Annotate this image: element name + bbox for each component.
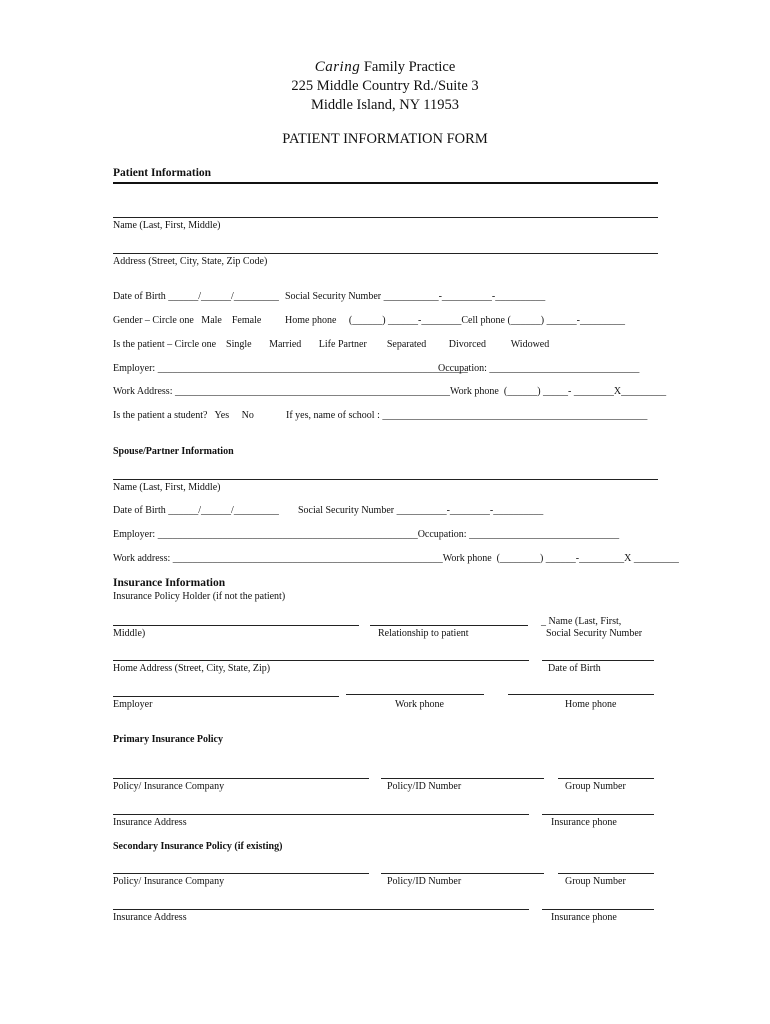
patient-name-field[interactable] [113, 217, 658, 218]
patient-occupation-field[interactable]: Occupation: ______________________________ [438, 363, 640, 374]
holder-dob-field[interactable] [542, 660, 654, 661]
spouse-work-fields[interactable]: Work address: ______________________________________________________Work phone (________) ______-_________X _________ [113, 553, 679, 564]
form-title: PATIENT INFORMATION FORM [282, 131, 488, 147]
holder-work-phone-label: Work phone [395, 699, 444, 710]
spouse-employer-occupation-fields[interactable]: Employer: ____________________________________________________Occupation: ______________________________ [113, 529, 620, 540]
holder-ssn-label: Social Security Number [546, 628, 643, 639]
secondary-group-label: Group Number [565, 876, 626, 887]
primary-ins-address-field[interactable] [113, 814, 529, 815]
section-title-spouse: Spouse/Partner Information [113, 446, 234, 457]
holder-employer-label: Employer [113, 699, 153, 710]
section-title-patient: Patient Information [113, 167, 212, 179]
secondary-policy-id-label: Policy/ID Number [387, 876, 462, 887]
primary-ins-phone-field[interactable] [542, 814, 654, 815]
primary-company-field[interactable] [113, 778, 369, 779]
holder-employer-field[interactable] [113, 696, 339, 697]
primary-ins-address-label: Insurance Address [113, 817, 187, 828]
section-title-insurance: Insurance Information [113, 577, 226, 589]
patient-student-choice[interactable]: Is the patient a student? Yes No [113, 410, 254, 421]
secondary-ins-address-field[interactable] [113, 909, 529, 910]
holder-relationship-label: Relationship to patient [378, 628, 469, 639]
patient-dob-field[interactable]: Date of Birth ______/______/_________ [113, 291, 279, 302]
primary-policy-id-field[interactable] [381, 778, 544, 779]
holder-name-label: _ Name (Last, First, [541, 616, 622, 627]
patient-address-label: Address (Street, City, State, Zip Code) [113, 256, 268, 267]
patient-school-field[interactable]: If yes, name of school : _____________________________________________________ [286, 410, 648, 421]
holder-work-phone-field[interactable] [346, 694, 484, 695]
secondary-policy-title: Secondary Insurance Policy (if existing) [113, 841, 283, 852]
patient-phone-fields[interactable]: Home phone (______) ______-________Cell phone (______) ______-_________ [285, 315, 625, 326]
practice-address-line1: 225 Middle Country Rd./Suite 3 [291, 78, 479, 94]
holder-relationship-field[interactable] [370, 625, 528, 626]
secondary-company-label: Policy/ Insurance Company [113, 876, 225, 887]
holder-home-phone-label: Home phone [565, 699, 617, 710]
patient-gender-choice[interactable]: Gender – Circle one Male Female [113, 315, 262, 326]
spouse-dob-field[interactable]: Date of Birth ______/______/_________ [113, 505, 279, 516]
secondary-policy-id-field[interactable] [381, 873, 544, 874]
holder-name-field[interactable] [113, 625, 359, 626]
primary-group-label: Group Number [565, 781, 626, 792]
holder-address-label: Home Address (Street, City, State, Zip) [113, 663, 271, 674]
holder-address-field[interactable] [113, 660, 529, 661]
spouse-name-label: Name (Last, First, Middle) [113, 482, 221, 493]
primary-policy-title: Primary Insurance Policy [113, 734, 223, 745]
holder-dob-label: Date of Birth [548, 663, 601, 674]
practice-address-line2: Middle Island, NY 11953 [311, 97, 459, 113]
primary-policy-id-label: Policy/ID Number [387, 781, 462, 792]
practice-name-text: Family Practice [363, 59, 456, 75]
section-divider [113, 182, 658, 184]
practice-name [0, 58, 770, 76]
practice-name-script: Caring [314, 59, 361, 75]
secondary-group-field[interactable] [558, 873, 654, 874]
patient-work-address-field[interactable]: Work Address: _______________________________________________________Work phone (______) _____- ________X_________ [113, 386, 667, 397]
patient-address-field[interactable] [113, 253, 658, 254]
policy-holder-label: Insurance Policy Holder (if not the patient) [113, 591, 286, 602]
patient-ssn-field[interactable]: Social Security Number ___________-__________-__________ [285, 291, 546, 302]
primary-ins-phone-label: Insurance phone [551, 817, 617, 828]
holder-name-label-cont: Middle) [113, 628, 146, 639]
secondary-ins-phone-field[interactable] [542, 909, 654, 910]
spouse-name-field[interactable] [113, 479, 658, 480]
secondary-company-field[interactable] [113, 873, 369, 874]
primary-group-field[interactable] [558, 778, 654, 779]
primary-company-label: Policy/ Insurance Company [113, 781, 225, 792]
patient-marital-status-choice[interactable]: Is the patient – Circle one Single Married Life Partner Separated Divorced Widowed [113, 339, 550, 350]
secondary-ins-phone-label: Insurance phone [551, 912, 617, 923]
secondary-ins-address-label: Insurance Address [113, 912, 187, 923]
patient-employer-field[interactable]: Employer: ______________________________________________________________ [113, 363, 468, 374]
spouse-ssn-field[interactable]: Social Security Number __________-________-__________ [298, 505, 544, 516]
patient-name-label: Name (Last, First, Middle) [113, 220, 221, 231]
holder-home-phone-field[interactable] [508, 694, 654, 695]
